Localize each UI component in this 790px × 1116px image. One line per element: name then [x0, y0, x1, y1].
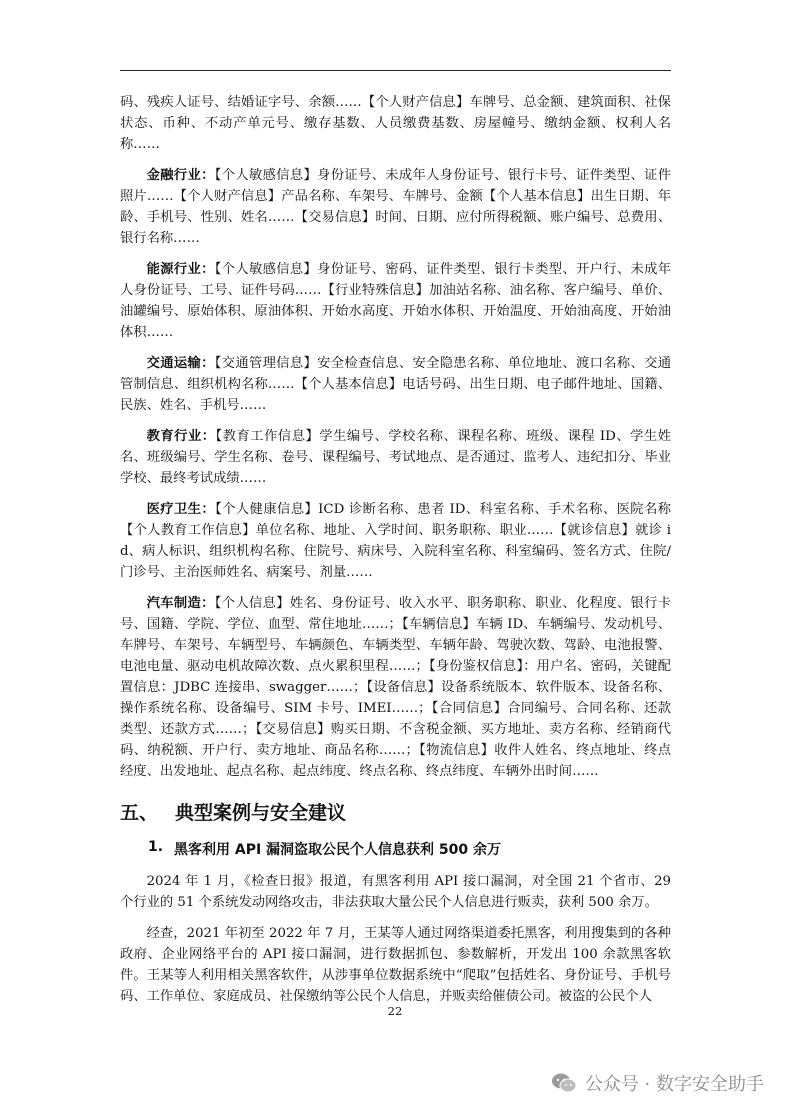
subsection-title: 黑客利用 API 漏洞盗取公民个人信息获利 500 余万 — [174, 842, 502, 858]
page-number: 22 — [387, 1004, 403, 1018]
industry-label: 教育行业： — [146, 429, 216, 444]
document-body — [120, 92, 671, 1017]
case-paragraph: 2024 年 1 月，《检查日报》报道，有黑客利用 API 接口漏洞，对全国 21 个省市、29 个行业的 51 个系统发动网络攻击，非法获取大量公民个人信息进行贩卖，获利 500 余万。 — [120, 874, 671, 910]
wechat-icon — [551, 1072, 577, 1094]
industry-finance: 金融行业：【个人敏感信息】身份证号、未成年人身份证号、银行卡号、证件类型、证件照片……【个人财产信息】产品名称、车架号、车牌号、金额【个人基本信息】出生日期、年龄、手机号、性别、姓名……【交易信息】时间、日期、应付所得税额、账户编号、总费用、银行名称…… — [120, 168, 671, 246]
industry-transport: 交通运输：【交通管理信息】安全检查信息、安全隐患名称、单位地址、渡口名称、交通管制信息、组织机构名称……【个人基本信息】电话号码、出生日期、电子邮件地址、国籍、民族、姓名、手机号…… — [120, 356, 671, 413]
industry-label: 能源行业： — [146, 262, 215, 277]
watermark — [551, 1070, 764, 1096]
subsection-number: 1. — [148, 839, 164, 855]
industry-healthcare: 医疗卫生：【个人健康信息】ICD 诊断名称、患者 ID、科室名称、手术名称、医院名称【个人教育工作信息】单位名称、地址、入学时间、职务职称、职业……【就诊信息】就诊 id、病人标识、组织机构名称、住院号、病床号、入院科室名称、科室编码、签名方式、住院/门诊号、主治医师姓名、病案号、剂量…… — [120, 502, 671, 580]
subsection-heading — [120, 839, 671, 859]
watermark-text: 公众号 · 数字安全助手 — [584, 1074, 764, 1095]
industry-education: 教育行业：【教育工作信息】学生编号、学校名称、课程名称、班级、课程 ID、学生姓名、班级编号、学生名称、卷号、课程编号、考试地点、是否通过、监考人、违纪扣分、毕业学校、最终考试成绩…… — [120, 429, 671, 486]
industry-automotive: 汽车制造：【个人信息】姓名、身份证号、收入水平、职务职称、职业、化程度、银行卡号、国籍、学院、学位、血型、常住地址……；【车辆信息】车辆 ID、车辆编号、发动机号、车牌号、车架号、车辆型号、车辆颜色、车辆类型、车辆年龄、驾驶次数、驾龄、电池报警、电池电量、驱动电机故障次数、点火累积里程……；【身份鉴权信息】：用户名、密码，关键配置信息：JDBC 连接串、swagger……；【设备信息】设备系统版本、软件版本、设备名称、操作系统名称、设备编号、SIM 卡号、IMEI……；【合同信息】合同编号、合同名称、还款类型、还款方式……；【交易信息】购买日期、不含税金额、买方地址、卖方名称、经销商代码、纳税额、开户行、卖方地址、商品名称……；【物流信息】收件人姓名、终点地址、终点经度、出发地址、起点名称、起点纬度、终点名称、终点纬度、车辆外出时间…… — [120, 596, 671, 779]
industry-label: 金融行业： — [146, 168, 215, 183]
industry-energy: 能源行业：【个人敏感信息】身份证号、密码、证件类型、银行卡类型、开户行、未成年人身份证号、工号、证件号码……【行业特殊信息】加油站名称、油名称、客户编号、单价、油罐编号、原始体积、原油体积、开始水高度、开始水体积、开始温度、开始油高度、开始油体积…… — [120, 262, 671, 340]
section-heading — [120, 798, 671, 825]
industry-label: 汽车制造： — [146, 596, 215, 611]
case-paragraph: 经查，2021 年初至 2022 年 7 月，王某等人通过网络渠道委托黑客，利用搜集到的各种政府、企业网络平台的 API 接口漏洞，进行数据抓包、参数解析，开发出 100 余款黑客软件。王某等人利用相关黑客软件，从涉事单位数据系统中“爬取”包括姓名、身份证号、手机号码、工作单位、家庭成员、社保缴纳等公民个人信息，并贩卖给催债公司。被盗的公民个人 — [120, 926, 671, 1004]
section-number: 五、 — [120, 802, 159, 824]
section-title: 典型案例与安全建议 — [175, 802, 347, 824]
header-rule — [120, 70, 671, 71]
continued-paragraph: 码、残疾人证号、结婚证字号、余额……【个人财产信息】车牌号、总金额、建筑面积、社保状态、币种、不动产单元号、缴存基数、人员缴费基数、房屋幢号、缴纳金额、权利人名称…… — [120, 95, 671, 152]
industry-label: 医疗卫生： — [146, 502, 216, 517]
industry-label: 交通运输： — [146, 356, 215, 371]
